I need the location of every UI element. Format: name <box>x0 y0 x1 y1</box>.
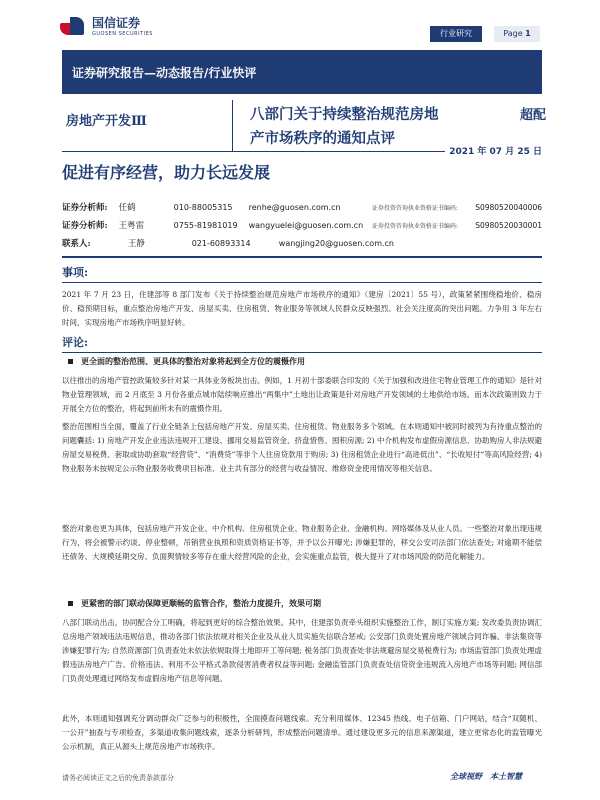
footer-disclaimer: 请务必阅读正文之后的免责条款部分 <box>62 774 174 782</box>
contact-role: 联系人: <box>62 239 91 249</box>
headline: 促进有序经营，助力长远发展 <box>62 163 271 182</box>
title-divider <box>232 100 233 152</box>
brand-name: 国信证券 <box>92 16 141 30</box>
bullet-text: 更全面的整治范围、更具体的整治对象将起到全方位的震慑作用 <box>81 356 305 366</box>
category-tag: 行业研究 <box>430 26 482 42</box>
analyst-email[interactable]: renhe@guosen.com.cn <box>248 202 341 212</box>
bullet-point <box>62 598 542 609</box>
paragraph: 八部门联动出击，协同配合分工明确，将起到更好的综合整治效果。其中，住建部负责牵头组织实施整治工作，制订实施方案; 发改委负责协调汇总房地产领域违法违规信息，推动各部门依法依规对相关企业及从业人员实施失信联合惩戒; 公安部门负责处置房地产领域合同诈骗、非法集资等涉嫌犯罪行为; 自然资源部门负责查处未依法依规取得土地即开工等问题; 税务部门负责查处非法规避房屋交易税费行为; 市场监管部门负责处理虚假违法房地产广告、价格违法、利用不公平格式条款侵害消费者权益等问题; 金融监管部门负责查处信贷资金违规流入房地产市场等问题; 网信部门负责处理通过网络发布虚假房地产信息等问题。 <box>62 618 542 683</box>
comment-heading: 评论: <box>62 336 89 349</box>
paragraph: 以往推出的房地产管控政策较多针对某一具体业务板块出击。例如，1 月初十部委联合印发的《关于加强和改进住宅物业管理工作的通知》是针对物业管理领域，而 2 月底至 3 月份各重点城市陆续响应推出“两集中”土地出让政策是针对房地产开发领域的土地供给市场。而本次政策则致力于开展全方位的整治，将起到前所未有的震慑作用。 <box>62 376 542 413</box>
analyst-role: 证券分析师: <box>62 221 108 231</box>
analyst-role: 证券分析师: <box>62 203 108 213</box>
contact-name: 王静 <box>127 239 145 249</box>
paragraph: 整治范围相当全面，覆盖了行业全链条上包括房地产开发、房屋买卖、住房租赁、物业服务多个领域。在本则通知中被同时被列为有待重点整治的问题囊括: 1) 房地产开发企业违法违规开工建设、挪用交易监管资金、挤盘惜售、囤积房源; 2) 中介机构发布虚假房源信息、协助购房人非法规避房屋交易税费、套取或协助套取“经营贷”、“消费贷”等非个人住房贷款用于购房; 3) 住房租赁企业进行“高进低出”、“长收短付”等高风险经营; 4) 物业服务未按规定公示物业服务收费项目标准、业主共有部分的经营与收益情况、维修资金使用情况等相关信息。 <box>62 422 542 473</box>
analyst-row <box>62 234 542 252</box>
cert-label: 证券投资咨询执业资格证书编码: <box>371 222 458 230</box>
comment-divider <box>62 352 542 353</box>
report-title-line2: 产市场秩序的通知点评 <box>250 130 395 147</box>
event-divider <box>62 282 542 283</box>
report-title-line1: 八部门关于持续整治规范房地 <box>250 106 439 123</box>
analyst-phone: 010-88005315 <box>173 202 233 212</box>
analyst-email[interactable]: wangyuelei@guosen.com.cn <box>248 220 364 230</box>
analyst-divider <box>62 256 542 258</box>
cert-number: S0980520030001 <box>475 220 542 230</box>
bullet-square-icon <box>68 601 73 606</box>
brand-logo <box>60 14 153 37</box>
contact-phone: 021-60893314 <box>191 238 251 248</box>
sector-name: 房地产开发Ⅲ <box>66 114 147 129</box>
page-number: 1 <box>525 29 531 38</box>
analyst-row <box>62 198 542 216</box>
page-indicator <box>494 26 540 42</box>
bullet-point <box>62 356 542 367</box>
contact-email[interactable]: wangjing20@guosen.com.cn <box>278 238 394 248</box>
cert-number: S0980520040006 <box>475 202 542 212</box>
report-date: 2021 年 07 月 25 日 <box>445 144 542 157</box>
logo-icon <box>60 17 86 35</box>
analyst-name: 王粤雷 <box>118 221 145 231</box>
rating: 超配 <box>520 108 547 123</box>
analyst-name: 任鹤 <box>118 203 136 213</box>
paragraph: 整治对象也更为具体，包括房地产开发企业、中介机构、住房租赁企业、物业服务企业、金融机构、网络媒体及从业人员。一些整治对象出现违规行为，将会被警示约谈、停业整顿，吊销营业执照和资质资格证书等，并予以公开曝光; 涉嫌犯罪的，移交公安司法部门依法查处; 对逾期不能偿还债务、大规模延期交房、负面舆情较多等存在重大经营风险的企业，会实施重点监管，极大提升了对市场风险的防范化解能力。 <box>62 524 542 561</box>
bullet-square-icon <box>68 359 73 364</box>
page-label: Page <box>503 29 523 38</box>
analyst-list <box>62 198 542 252</box>
paragraph: 此外，本则通知强调充分调动群众广泛参与的积极性，全面摸查问题线索。充分利用媒体、12345 热线、电子信箱、门户网站，结合“双随机、一公开”抽查与专项检查，多渠道收集问题线索，逐条分析研判，形成整治问题清单。通过建设更多元的信息来源渠道，建立更常态化的监管曝光公示机制，真正从源头上规范房地产市场秩序。 <box>62 714 542 751</box>
analyst-row <box>62 216 542 234</box>
report-type: 证券研究报告—动态报告/行业快评 <box>72 66 257 80</box>
brand-name-en: GUOSEN SECURITIES <box>92 31 153 37</box>
cert-label: 证券投资咨询执业资格证书编码: <box>371 204 458 212</box>
bullet-text: 更紧密的部门联动保障更顺畅的监管合作，整治力度提升，效果可期 <box>81 598 321 608</box>
analyst-phone: 0755-81981019 <box>173 220 238 230</box>
event-text: 2021 年 7 月 23 日，住建部等 8 部门发布《关于持续整治规范房地产市场秩序的通知》（建房〔2021〕55 号），政策紧紧围绕稳地价、稳房价、稳预期目标，重点整治房地产开发、房屋买卖、住房租赁、物业服务等领域人民群众反映强烈、社会关注度高的突出问题。力争用 3 年左右时间，实现房地产市场秩序明显好转。 <box>62 290 542 327</box>
event-heading: 事项: <box>62 266 89 279</box>
footer-slogan: 全球视野 本土智慧 <box>450 771 522 781</box>
